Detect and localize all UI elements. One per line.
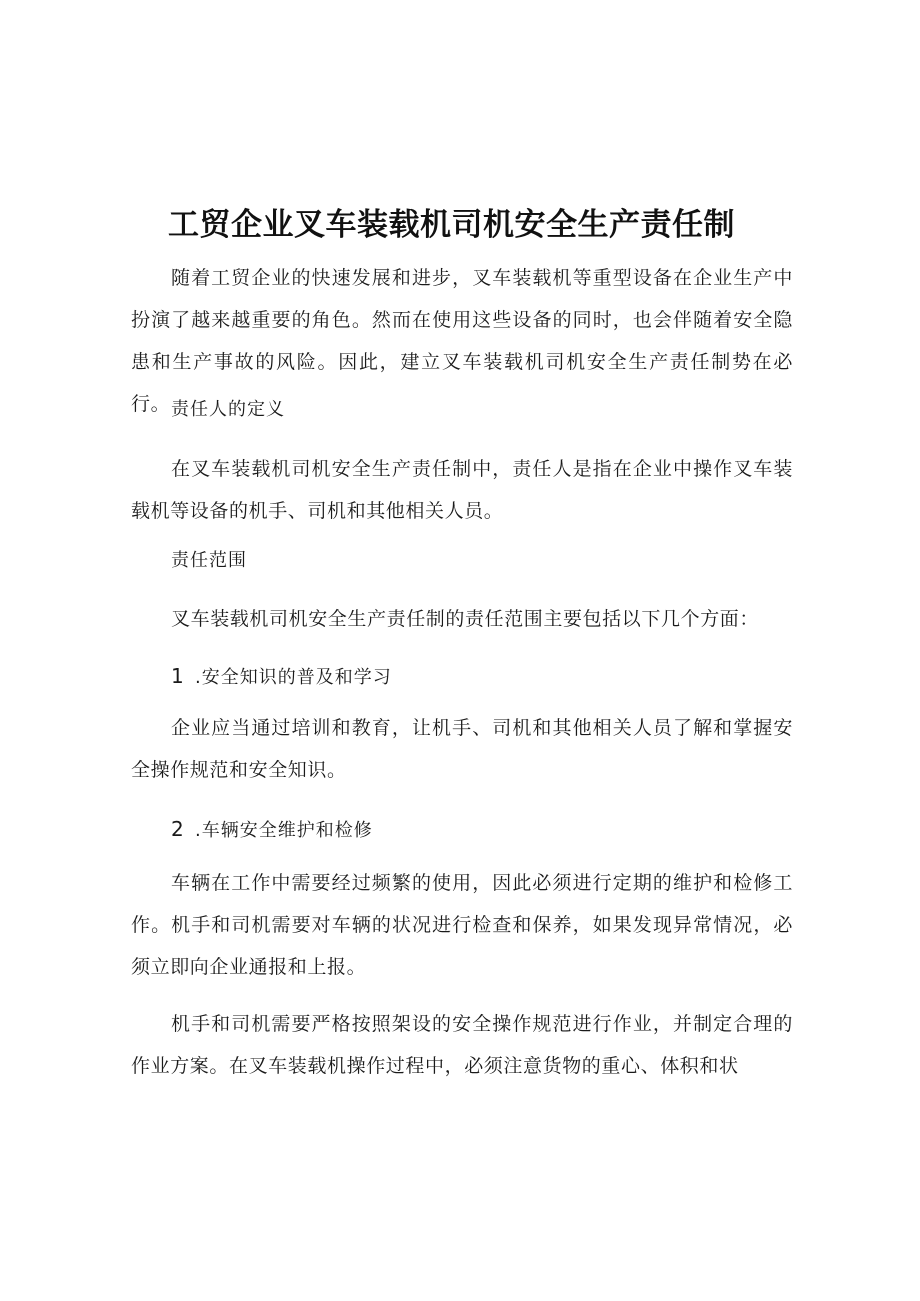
item-2-heading — [171, 809, 373, 851]
document-title: 工贸企业叉车装载机司机安全生产责任制 — [168, 207, 735, 243]
section-heading-scope: 责任范围 — [171, 550, 247, 571]
scope-paragraph: 叉车装载机司机安全生产责任制的责任范围主要包括以下几个方面： — [171, 608, 760, 630]
item-1-heading-text: .安全知识的普及和学习 — [195, 667, 392, 688]
item-2-paragraph: 车辆在工作中需要经过频繁的使用，因此必须进行定期的维护和检修工作。机手和司机需要对车辆的状况进行检查和保养，如果发现异常情况，必须立即向企业通报和上报。 — [131, 872, 793, 978]
item-1-heading — [171, 656, 392, 698]
item-2-heading-text: .车辆安全维护和检修 — [195, 820, 373, 841]
intro-paragraph: 随着工贸企业的快速发展和进步，叉车装载机等重型设备在企业生产中扮演了越来越重要的角色。然而在使用这些设备的同时，也会伴随着安全隐患和生产事故的风险。因此，建立叉车装载机司机安全生产责任制势在必行。 — [131, 267, 793, 415]
item-2-number: 2 — [171, 817, 184, 841]
responsible-paragraph: 在叉车装载机司机安全生产责任制中，责任人是指在企业中操作叉车装载机等设备的机手、司机和其他相关人员。 — [131, 458, 793, 522]
item-1-number: 1 — [171, 664, 184, 688]
item-1-paragraph: 企业应当通过培训和教育，让机手、司机和其他相关人员了解和掌握安全操作规范和安全知识。 — [131, 717, 793, 781]
closing-paragraph: 机手和司机需要严格按照架设的安全操作规范进行作业，并制定合理的作业方案。在叉车装载机操作过程中，必须注意货物的重心、体积和状 — [131, 1013, 793, 1077]
section-heading-responsible: 责任人的定义 — [171, 399, 285, 420]
